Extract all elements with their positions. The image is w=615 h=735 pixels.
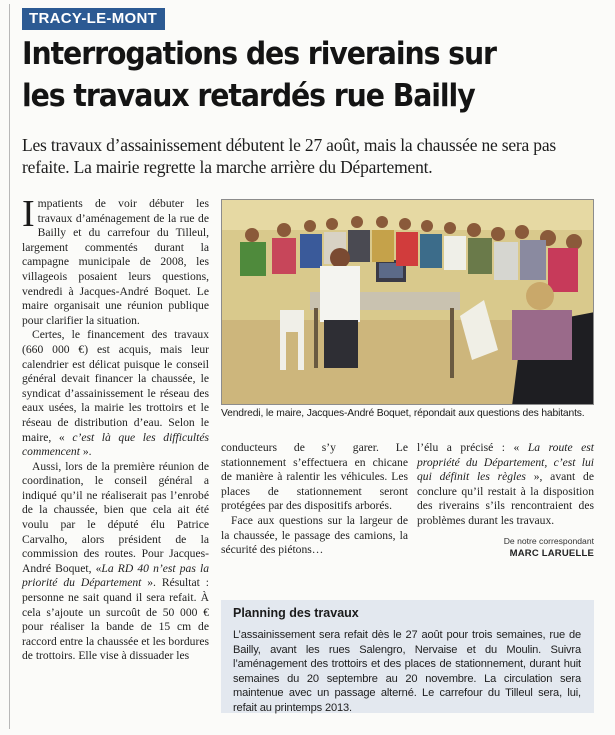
column-rule: [9, 4, 10, 729]
quote-elected-official: La route est propriété du Département, c’est lui qui définit les règles: [417, 441, 595, 484]
planning-box: [221, 600, 594, 713]
paragraph-6-end: », avant de conclure qu’il restait à la disposition des riverains s’ils rencontraient des problèmes durant les travaux.: [417, 470, 594, 527]
meeting-photo-illustration: [222, 200, 594, 405]
paragraph-1: [22, 193, 209, 328]
byline-role: De notre correspondant: [503, 536, 594, 546]
headline-line-2: les travaux retardés rue Bailly: [22, 78, 475, 114]
drop-cap: I: [22, 193, 35, 235]
paragraph-2-text: Certes, le financement des travaux (660 000 €) est acquis, mais leur calendrier est délicat puisque le conseil général devait financer la chaussée, le syndicat d’assainissement le réseau des eaux usées, la mairie les trottoirs et le réseau de distribution d’eau. Selon le maire, «: [22, 328, 209, 444]
article-column-2: [221, 441, 408, 558]
paragraph-2-end: ».: [79, 445, 92, 459]
paragraph-6: [417, 441, 594, 529]
meeting-photo: [221, 199, 594, 405]
section-kicker: TRACY-LE-MONT: [22, 8, 165, 30]
paragraph-1-text: mpatients de voir débuter les travaux d’aménagement de la rue de Bailly et du carrefour du Tilleul, largement commentés durant la campagne municipale de 2008, les villageois posaient leurs questions, vendredi à Jacques-André Boquet. Le maire organisait une réunion publique pour clarifier la situation.: [22, 197, 209, 327]
paragraph-3-end: ». Résultat : personne ne sait quand il sera refait. À cela s’ajoute un surcoût de 50 000 € pour réaliser la bande de 15 cm de raccord entre la chaussée et les bordures de trottoirs. Elle vise à dissuader les: [22, 576, 209, 663]
paragraph-3-text: Aussi, lors de la première réunion de coordination, le conseil général a indiqué qu’il ne réaliserait pas l’enrobé de la chaussée, bien que cela ait été voulu par le député élu Patrice Carvalho, alors président de la commission des routes. Pour Jacques-André Boquet, «: [22, 459, 209, 575]
paragraph-4: conducteurs de s’y garer. Le stationnement s’effectuera en chicane de manière à ralentir les véhicules. Les places de stationnement seront protégées par des dispositifs arborés.: [221, 441, 408, 513]
paragraph-5: Face aux questions sur la largeur de la chaussée, le passage des camions, la sécurité des piétons…: [221, 513, 408, 557]
article-standfirst: Les travaux d’assainissement débutent le 27 août, mais la chaussée ne sera pas refaite. La mairie regrette la marche arrière du Département.: [22, 135, 557, 177]
paragraph-3: [22, 460, 209, 664]
article-headline: [22, 33, 544, 117]
paragraph-6-text: l’élu a précisé : «: [417, 441, 528, 454]
quote-mayor-2: La RD 40 n’est pas la priorité du Département: [22, 561, 209, 590]
article-column-1: [22, 193, 209, 664]
planning-title: Planning des travaux: [233, 606, 359, 620]
paragraph-2: [22, 328, 209, 459]
headline-line-1: Interrogations des riverains sur: [22, 36, 496, 72]
photo-caption: Vendredi, le maire, Jacques-André Boquet, répondait aux questions des habitants.: [221, 408, 585, 419]
planning-body: L’assainissement sera refait dès le 27 août pour trois semaines, rue de Bailly, avant les rues Salengro, Nervaise et du Moulin. Suivra l’aménagement des trottoirs et des places de stationnement, durant huit semaines du 20 septembre au 20 novembre. La circulation sera maintenue avec un passage alterné. Le carrefour du Tilleul sera, lui, refait au printemps 2013.: [233, 629, 581, 714]
article-column-3: [417, 441, 594, 529]
quote-mayor-1: c’est là que les difficultés commencent: [22, 430, 209, 459]
byline-author: MARC LARUELLE: [509, 548, 594, 559]
